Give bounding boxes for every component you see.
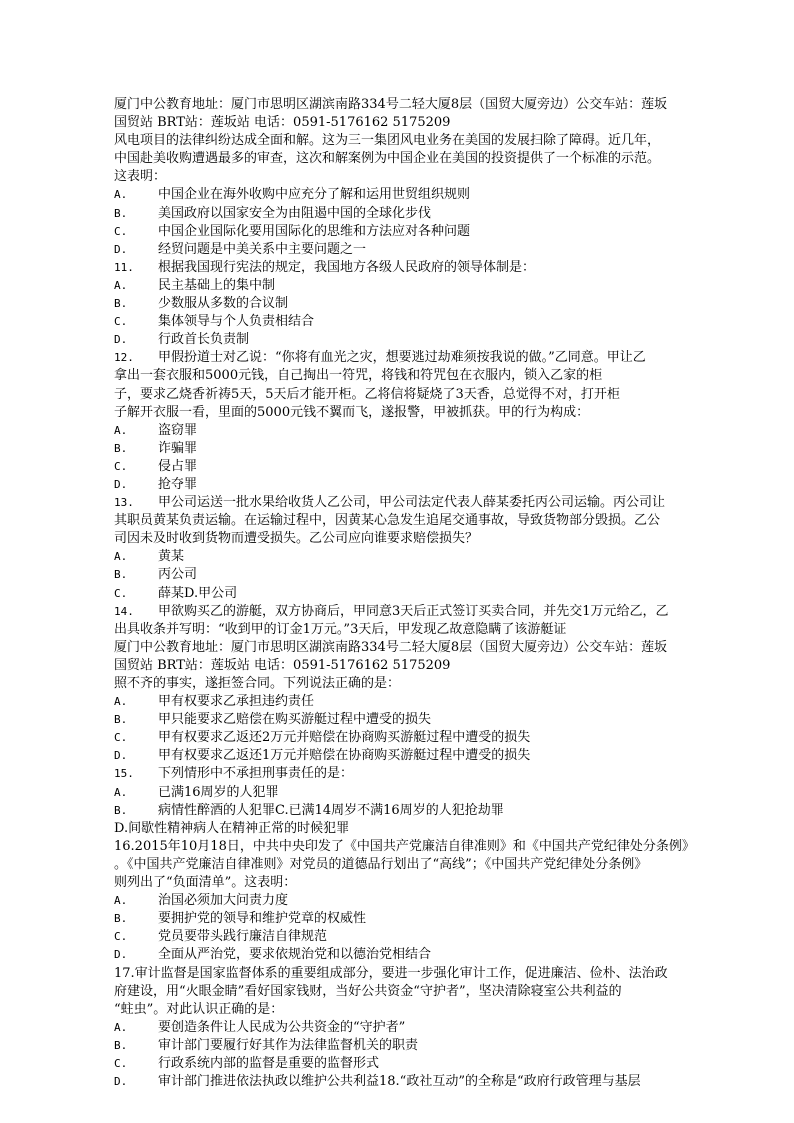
item-marker: C.	[114, 586, 128, 600]
option-line	[114, 910, 714, 928]
item-marker: A.	[114, 894, 128, 908]
option-line	[114, 313, 714, 331]
text-line: 府建设，用“火眼金睛”看好国家钱财，当好公共资金“守护者”，坚决清除寝室公共利益的	[114, 983, 622, 999]
text-line: 国贸站 BRT站：莲坂站 电话：0591-5176162 5175209	[114, 657, 451, 673]
text-line: 出具收条并写明：“收到甲的订金1万元。”3天后，甲发现乙故意隐瞒了该游艇证	[114, 621, 567, 637]
item-text: 治国必须加大问责力度	[158, 893, 289, 909]
item-text: 抢夺罪	[158, 476, 198, 492]
text-line: 其职员黄某负责运输。在运输过程中，因黄某心急发生追尾交通事故，导致货物部分毁损。乙公	[114, 513, 661, 529]
item-marker: A.	[114, 785, 128, 799]
text-line: 这表明：	[114, 169, 167, 185]
text-line: 厦门中公教育地址：厦门市思明区湖滨南路334号二轻大厦8层（国贸大厦旁边）公交车站：莲坂	[114, 97, 668, 112]
item-text: 甲有权要求乙返还2万元并赔偿在协商购买游艇过程中遭受的损失	[158, 730, 531, 746]
item-text: 党员要带头践行廉洁自律规范	[158, 929, 328, 945]
text-line: “蛀虫”。对此认识正确的是：	[114, 1001, 284, 1017]
item-text: 盗窃罪	[158, 422, 198, 438]
option-line	[114, 566, 714, 584]
option-line	[114, 223, 714, 241]
document-page	[114, 96, 714, 1091]
item-text: 甲只能要求乙赔偿在购买游艇过程中遭受的损失	[158, 712, 432, 728]
item-text: 根据我国现行宪法的规定，我国地方各级人民政府的领导体制是：	[158, 259, 536, 275]
item-marker: D.	[114, 749, 128, 763]
item-marker: C.	[114, 459, 128, 473]
option-line	[114, 747, 714, 765]
item-marker: B.	[114, 713, 128, 727]
text-line: 16.2015年10月18日，中共中央印发了《中国共产党廉洁自律准则》和《中国共产党纪律处分条例》	[114, 838, 695, 854]
question-line	[114, 259, 714, 277]
option-line	[114, 458, 714, 476]
option-line	[114, 946, 714, 964]
item-text: 已满16周岁的人犯罪	[158, 784, 279, 800]
text-line: 17.审计监督是国家监督体系的重要组成部分，要进一步强化审计工作，促进廉洁、俭朴、法治政	[114, 965, 668, 981]
item-text: 要创造条件让人民成为公共资金的“守护者”	[158, 1019, 406, 1035]
item-marker: C.	[114, 1056, 128, 1070]
text-line: 风电项目的法律纠纷达成全面和解。这为三一集团风电业务在美国的发展扫除了障碍。近几年，	[114, 133, 661, 149]
item-marker: A.	[114, 278, 128, 292]
item-marker: C.	[114, 224, 128, 238]
item-marker: D.	[114, 1075, 128, 1089]
item-marker: B.	[114, 803, 128, 817]
item-text: 甲欲购买乙的游艇，双方协商后，甲同意3天后正式签订买卖合同，并先交1万元给乙，乙	[158, 603, 669, 619]
item-text: 病情性醉酒的人犯罪C.已满14周岁不满16周岁的人犯抢劫罪	[158, 802, 504, 818]
text-line: 拿出一套衣服和5000元钱，自己掏出一符咒，将钱和符咒包在衣服内，锁入乙家的柜	[114, 368, 603, 384]
item-text: 侵占罪	[158, 458, 198, 474]
item-marker: D.	[114, 948, 128, 962]
text-line: 则列出了“负面清单”。这表明：	[114, 875, 297, 891]
text-line: D.间歇性精神病人在精神正常的时候犯罪	[114, 820, 350, 836]
option-line	[114, 693, 714, 711]
option-line	[114, 476, 714, 494]
item-marker: D.	[114, 242, 128, 256]
item-text: 甲有权要求乙返还1万元并赔偿在协商购买游艇过程中遭受的损失	[158, 748, 531, 764]
item-marker: D.	[114, 477, 128, 491]
option-line	[114, 928, 714, 946]
option-line	[114, 548, 714, 566]
option-line	[114, 802, 714, 820]
item-text: 下列情形中不承担刑事责任的是：	[158, 766, 354, 782]
item-text: 中国企业国际化要用国际化的思维和方法应对各种问题	[158, 223, 471, 239]
item-text: 审计部门推进依法执政以维护公共利益18.“政社互动”的全称是“政府行政管理与基层	[158, 1074, 641, 1090]
text-line: 子解开衣服一看，里面的5000元钱不翼而飞，遂报警，甲被抓获。甲的行为构成：	[114, 404, 590, 420]
option-line	[114, 422, 714, 440]
item-marker: A.	[114, 550, 128, 564]
item-text: 行政首长负责制	[158, 332, 250, 348]
item-marker: B.	[114, 297, 128, 311]
option-line	[114, 331, 714, 349]
item-marker: B.	[114, 568, 128, 582]
item-text: 行政系统内部的监督是重要的监督形式	[158, 1055, 380, 1071]
item-marker: B.	[114, 912, 128, 926]
item-text: 要拥护党的领导和维护党章的权威性	[158, 911, 367, 927]
item-marker: B.	[114, 206, 128, 220]
question-line	[114, 603, 714, 621]
option-line	[114, 1073, 714, 1091]
question-line	[114, 494, 714, 512]
item-marker: A.	[114, 1020, 128, 1034]
text-line: 中国赴美收购遭遇最多的审查，这次和解案例为中国企业在美国的投资提供了一个标准的示范。	[114, 151, 661, 167]
option-line	[114, 205, 714, 223]
option-line	[114, 784, 714, 802]
item-marker: A.	[114, 188, 128, 202]
option-line	[114, 277, 714, 295]
item-marker: 13.	[114, 496, 134, 510]
item-text: 少数服从多数的合议制	[158, 296, 289, 312]
option-line	[114, 295, 714, 313]
item-marker: B.	[114, 441, 128, 455]
question-line	[114, 349, 714, 367]
option-line	[114, 1019, 714, 1037]
item-text: 甲有权要求乙承担违约责任	[158, 694, 315, 710]
option-line	[114, 729, 714, 747]
item-text: 薛某D.甲公司	[158, 585, 238, 601]
item-marker: 12.	[114, 351, 134, 365]
option-line	[114, 1055, 714, 1073]
text-line: 厦门中公教育地址：厦门市思明区湖滨南路334号二轻大厦8层（国贸大厦旁边）公交车站：莲坂	[114, 639, 668, 655]
option-line	[114, 1037, 714, 1055]
text-line: 照不齐的事实，遂拒签合同。下列说法正确的是：	[114, 676, 401, 691]
item-marker: C.	[114, 731, 128, 745]
item-marker: C.	[114, 930, 128, 944]
item-marker: A.	[114, 695, 128, 709]
item-text: 黄某	[158, 549, 185, 565]
item-text: 经贸问题是中美关系中主要问题之一	[158, 241, 367, 257]
text-line: 国贸站 BRT站：莲坂站 电话：0591-5176162 5175209	[114, 115, 451, 131]
item-text: 全面从严治党，要求依规治党和以德治党相结合	[158, 947, 432, 963]
option-line	[114, 711, 714, 729]
item-marker: 11.	[114, 260, 134, 274]
item-marker: C.	[114, 315, 128, 329]
item-text: 美国政府以国家安全为由阻遏中国的全球化步伐	[158, 205, 432, 221]
option-line	[114, 585, 714, 603]
item-text: 民主基础上的集中制	[158, 277, 276, 293]
item-text: 中国企业在海外收购中应充分了解和运用世贸组织规则	[158, 187, 471, 203]
option-line	[114, 440, 714, 458]
text-line: 司因未及时收到货物而遭受损失。乙公司应向谁要求赔偿损失？	[114, 531, 479, 547]
item-text: 丙公司	[158, 567, 198, 583]
item-marker: 14.	[114, 604, 134, 618]
item-text: 集体领导与个人负责相结合	[158, 314, 315, 330]
text-line: 。《中国共产党廉洁自律准则》对党员的道德品行划出了“高线”；《中国共产党纪律处分条例》	[114, 856, 648, 872]
option-line	[114, 241, 714, 259]
option-line	[114, 892, 714, 910]
item-marker: D.	[114, 333, 128, 347]
question-line	[114, 765, 714, 783]
item-marker: B.	[114, 1038, 128, 1052]
item-text: 甲公司运送一批水果给收货人乙公司，甲公司法定代表人薛某委托丙公司运输。丙公司让	[158, 495, 666, 511]
text-line: 子，要求乙烧香祈祷5天，5天后才能开柜。乙将信将疑烧了3天香，总觉得不对，打开柜	[114, 386, 620, 402]
item-text: 诈骗罪	[158, 440, 198, 456]
item-text: 审计部门要履行好其作为法律监督机关的职责	[158, 1037, 419, 1053]
item-text: 甲假扮道士对乙说：“你将有血光之灾，想要逃过劫难须按我说的做。”乙同意。甲让乙	[158, 350, 646, 366]
option-line	[114, 186, 714, 204]
item-marker: A.	[114, 423, 128, 437]
item-marker: 15.	[114, 767, 134, 781]
